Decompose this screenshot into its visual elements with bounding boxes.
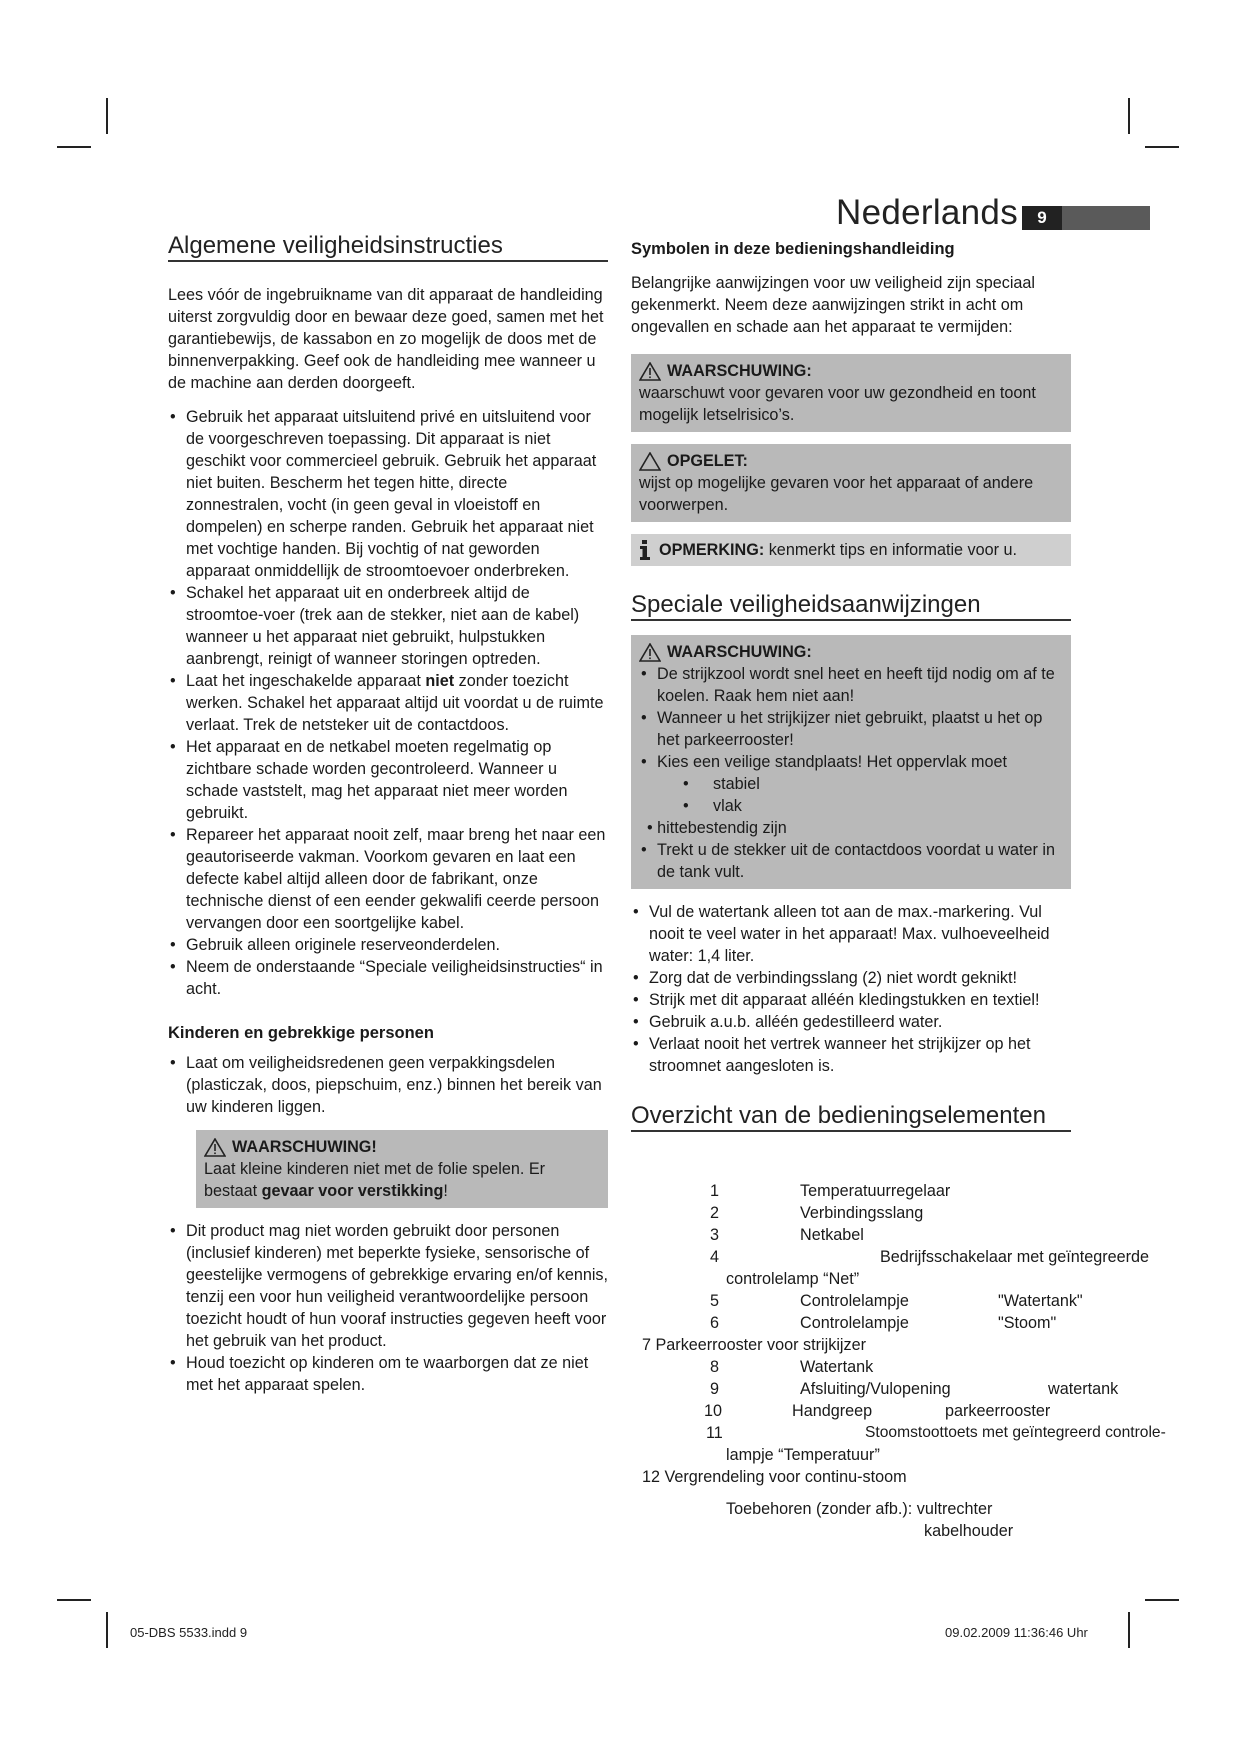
children-heading: Kinderen en gebrekkige personen: [168, 1024, 434, 1042]
surface-sublist: [639, 773, 1063, 817]
control-number: 6: [710, 1314, 720, 1332]
control-number: 10: [704, 1402, 723, 1420]
list-item: • Repareer het apparaat nooit zelf, maar breng het naar een geautoriseerde vakman. Voorkom gevaren en laat een defecte kabel altijd alleen door de fabrikant, onze technische dienst of een eender gekwalifi ceerde persoon vervangen door een soortgelijke kabel.: [168, 824, 608, 934]
accessories-item: kabelhouder: [924, 1522, 1014, 1540]
page-number: 9: [1022, 206, 1062, 230]
control-label: Controlelampje: [800, 1314, 909, 1332]
list-item: • Het apparaat en de netkabel moeten regelmatig op zichtbare schade worden gecontroleerd. Wanneer u schade vaststelt, mag het apparaat niet meer worden gebruikt.: [168, 736, 608, 824]
warning-heading: [639, 360, 1063, 382]
control-label-cont: controlelamp “Net”: [726, 1270, 860, 1288]
crop-mark: [57, 146, 91, 148]
crop-mark: [57, 1599, 91, 1601]
caution-symbol-box: [631, 444, 1071, 522]
crop-mark: [1128, 1612, 1130, 1648]
control-number: 2: [710, 1204, 720, 1222]
list-item-text: Laat het ingeschakelde apparaat: [186, 672, 426, 690]
list-item: • Vul de watertank alleen tot aan de max.-markering. Vul nooit te veel water in het apparaat! Max. vulhoeveelheid water: 1,4 liter.: [631, 901, 1071, 967]
list-item: • Strijk met dit apparaat alléén kledingstukken en textiel!: [631, 989, 1071, 1011]
list-item: • hittebestendig zijn: [647, 819, 787, 837]
warning-heading: [204, 1136, 600, 1158]
control-label: Temperatuurregelaar: [800, 1182, 951, 1200]
header-bar: [1062, 206, 1150, 230]
warning-text-part: Laat kleine kinderen niet met de folie spelen. Er bestaat: [204, 1160, 546, 1200]
accessories-label: Toebehoren (zonder afb.): vultrechter: [726, 1500, 993, 1518]
list-item-bold: niet: [425, 672, 455, 690]
crop-mark: [1128, 98, 1130, 134]
control-number: 5: [710, 1292, 720, 1310]
control-label: Bedrijfsschakelaar met geïntegreerde: [880, 1248, 1150, 1266]
control-label: Afsluiting/Vulopening: [800, 1380, 951, 1398]
list-item: • Gebruik alleen originele reserveonderdelen.: [168, 934, 608, 956]
control-label: Netkabel: [800, 1226, 864, 1244]
list-item: • Zorg dat de verbindingsslang (2) niet wordt geknikt!: [631, 967, 1071, 989]
warning-label: WAARSCHUWING:: [667, 643, 812, 661]
children-bullet-list: [168, 1052, 608, 1118]
warning-symbol-box: [631, 354, 1071, 432]
control-label-extra: parkeerrooster: [945, 1402, 1051, 1420]
warning-text: waarschuwt voor gevaren voor uw gezondheid en toont mogelijk letselrisico’s.: [639, 384, 1036, 424]
section-title-special-safety: Speciale veiligheidsaanwijzingen: [631, 594, 1071, 621]
control-number: 3: [710, 1226, 720, 1244]
persons-bullet-list: [168, 1220, 608, 1396]
warning-triangle-icon: [204, 1138, 226, 1157]
symbols-heading: Symbolen in deze bedieningshandleiding: [631, 240, 955, 258]
list-item-text: zonder toezicht werken. Schakel het apparaat altijd uit voordat u de ruimte verlaat. Trek de netsteker uit de contactdoos.: [186, 672, 604, 734]
warning-label: WAARSCHUWING!: [232, 1138, 377, 1156]
list-item: • Gebruik a.u.b. alléén gedestilleerd water.: [631, 1011, 1071, 1033]
control-number: 1: [710, 1182, 720, 1200]
control-label: Handgreep: [792, 1402, 873, 1420]
list-item: • vlak: [679, 795, 1063, 817]
warning-triangle-icon: [639, 362, 661, 381]
control-label: Verbindingsslang: [800, 1204, 924, 1222]
special-warning-list: [639, 663, 1063, 773]
list-item: • Wanneer u het strijkijzer niet gebruikt, plaatst u het op het parkeerrooster!: [639, 707, 1063, 751]
caution-heading: [639, 450, 1063, 472]
note-symbol-box: [631, 534, 1071, 566]
caution-text: wijst op mogelijke gevaren voor het apparaat of andere voorwerpen.: [639, 474, 1034, 514]
list-item: • Kies een veilige standplaats! Het oppervlak moet: [639, 751, 1063, 773]
caution-triangle-icon: [639, 452, 661, 471]
caution-label: OPGELET:: [667, 452, 748, 470]
section-title-general-safety: Algemene veiligheidsinstructies: [168, 235, 608, 262]
control-label: Watertank: [800, 1358, 874, 1376]
note-label: OPMERKING:: [659, 541, 765, 559]
control-label-extra: "Stoom": [998, 1314, 1057, 1332]
list-item: [168, 670, 608, 736]
list-item: • Dit product mag niet worden gebruikt door personen (inclusief kinderen) met beperkte fysieke, sensorische of geestelijke vermogens of gebrekkige ervaring en/of kennis, tenzij een voor hun veiligheid verantwoordelijke persoon toezicht houdt of hun vooraf instructies gegeven heeft voor het gebruik van het product.: [168, 1220, 608, 1352]
list-item: • Trekt u de stekker uit de contactdoos voordat u water in de tank vult.: [639, 839, 1063, 883]
footer-file-info: 05-DBS 5533.indd 9: [130, 1625, 248, 1640]
list-item: • De strijkzool wordt snel heet en heeft tijd nodig om af te koelen. Raak hem niet aan!: [639, 663, 1063, 707]
list-item: • stabiel: [679, 773, 1063, 795]
crop-mark: [106, 1612, 108, 1648]
crop-mark: [106, 98, 108, 134]
control-label: Controlelampje: [800, 1292, 909, 1310]
list-item: • Houd toezicht op kinderen om te waarborgen dat ze niet met het apparaat spelen.: [168, 1352, 608, 1396]
language-heading: Nederlands: [836, 193, 1018, 232]
warning-label: WAARSCHUWING:: [667, 362, 812, 380]
control-label: Stoomstoottoets met geïntegreerd controle-: [865, 1424, 1166, 1441]
control-number: 9: [710, 1380, 720, 1398]
special-warning-list-end: [639, 839, 1063, 883]
control-label-extra: watertank: [1048, 1380, 1119, 1398]
control-label: 12 Vergrendeling voor continu-stoom: [642, 1468, 907, 1486]
special-warning-box: [631, 635, 1071, 889]
intro-paragraph: Lees vóór de ingebruikname van dit apparaat de handleiding uiterst zorgvuldig door en bewaar deze goed, samen met het garantiebewijs, de kassabon en zo mogelijk de doos met de binnenverpakking. Geef ook de handleiding mee wanneer u de machine aan derden doorgeeft.: [168, 286, 604, 392]
control-label-cont: lampje “Temperatuur”: [726, 1446, 880, 1464]
special-bullet-list: [631, 901, 1071, 1077]
right-column: [631, 238, 1071, 1154]
section-title-controls-overview: Overzicht van de bedieningselementen: [631, 1105, 1071, 1132]
crop-mark: [1145, 1599, 1179, 1601]
list-item: • Verlaat nooit het vertrek wanneer het strijkijzer op het stroomnet aangesloten is.: [631, 1033, 1071, 1077]
crop-mark: [1145, 146, 1179, 148]
note-body: kenmerkt tips en informatie voor u.: [764, 541, 1018, 559]
warning-text: [204, 1158, 600, 1202]
warning-text-bold: gevaar voor verstikking: [261, 1182, 444, 1200]
left-column: [168, 232, 609, 1396]
list-item: • Neem de onderstaande “Speciale veiligheidsinstructies“ in acht.: [168, 956, 608, 1000]
warning-box-children: [196, 1130, 608, 1208]
warning-triangle-icon: [639, 643, 661, 662]
control-number: 8: [710, 1358, 720, 1376]
control-label-extra: "Watertank": [998, 1292, 1083, 1310]
symbols-intro: Belangrijke aanwijzingen voor uw veiligheid zijn speciaal gekenmerkt. Neem deze aanwijzingen strikt in acht om ongevallen en schade aan het apparaat te vermijden:: [631, 274, 1036, 336]
safety-bullet-list: [168, 406, 608, 1000]
list-item: • Gebruik het apparaat uitsluitend privé en uitsluitend voor de voorgeschreven toepassing. Dit apparaat is niet geschikt voor commercieel gebruik. Gebruik het apparaat niet buiten. Bescherm het tegen hitte, directe zonnestralen, vocht (in geen geval in vloeistoff en dompelen) en scherpe randen. Gebruik het apparaat niet met vochtige handen. Bij vochtig of nat geworden apparaat onmiddellijk de stroomtoevoer onderbreken.: [168, 406, 608, 582]
footer-timestamp: 09.02.2009 11:36:46 Uhr: [945, 1625, 1088, 1640]
info-icon: [639, 540, 651, 560]
control-number: 11: [706, 1424, 723, 1442]
warning-text-part: !: [443, 1182, 448, 1200]
note-text: [659, 539, 1017, 561]
warning-heading: [639, 641, 1063, 663]
list-item: • Laat om veiligheidsredenen geen verpakkingsdelen (plasticzak, doos, piepschuim, enz.) binnen het bereik van uw kinderen liggen.: [168, 1052, 608, 1118]
control-label: 7 Parkeerrooster voor strijkijzer: [642, 1336, 866, 1354]
control-number: 4: [710, 1248, 720, 1266]
list-item: • Schakel het apparaat uit en onderbreek altijd de stroomtoe-voer (trek aan de stekker, niet aan de kabel) wanneer u het apparaat niet gebruikt, hulpstukken aanbrengt, reinigt of wanneer storingen optreden.: [168, 582, 608, 670]
